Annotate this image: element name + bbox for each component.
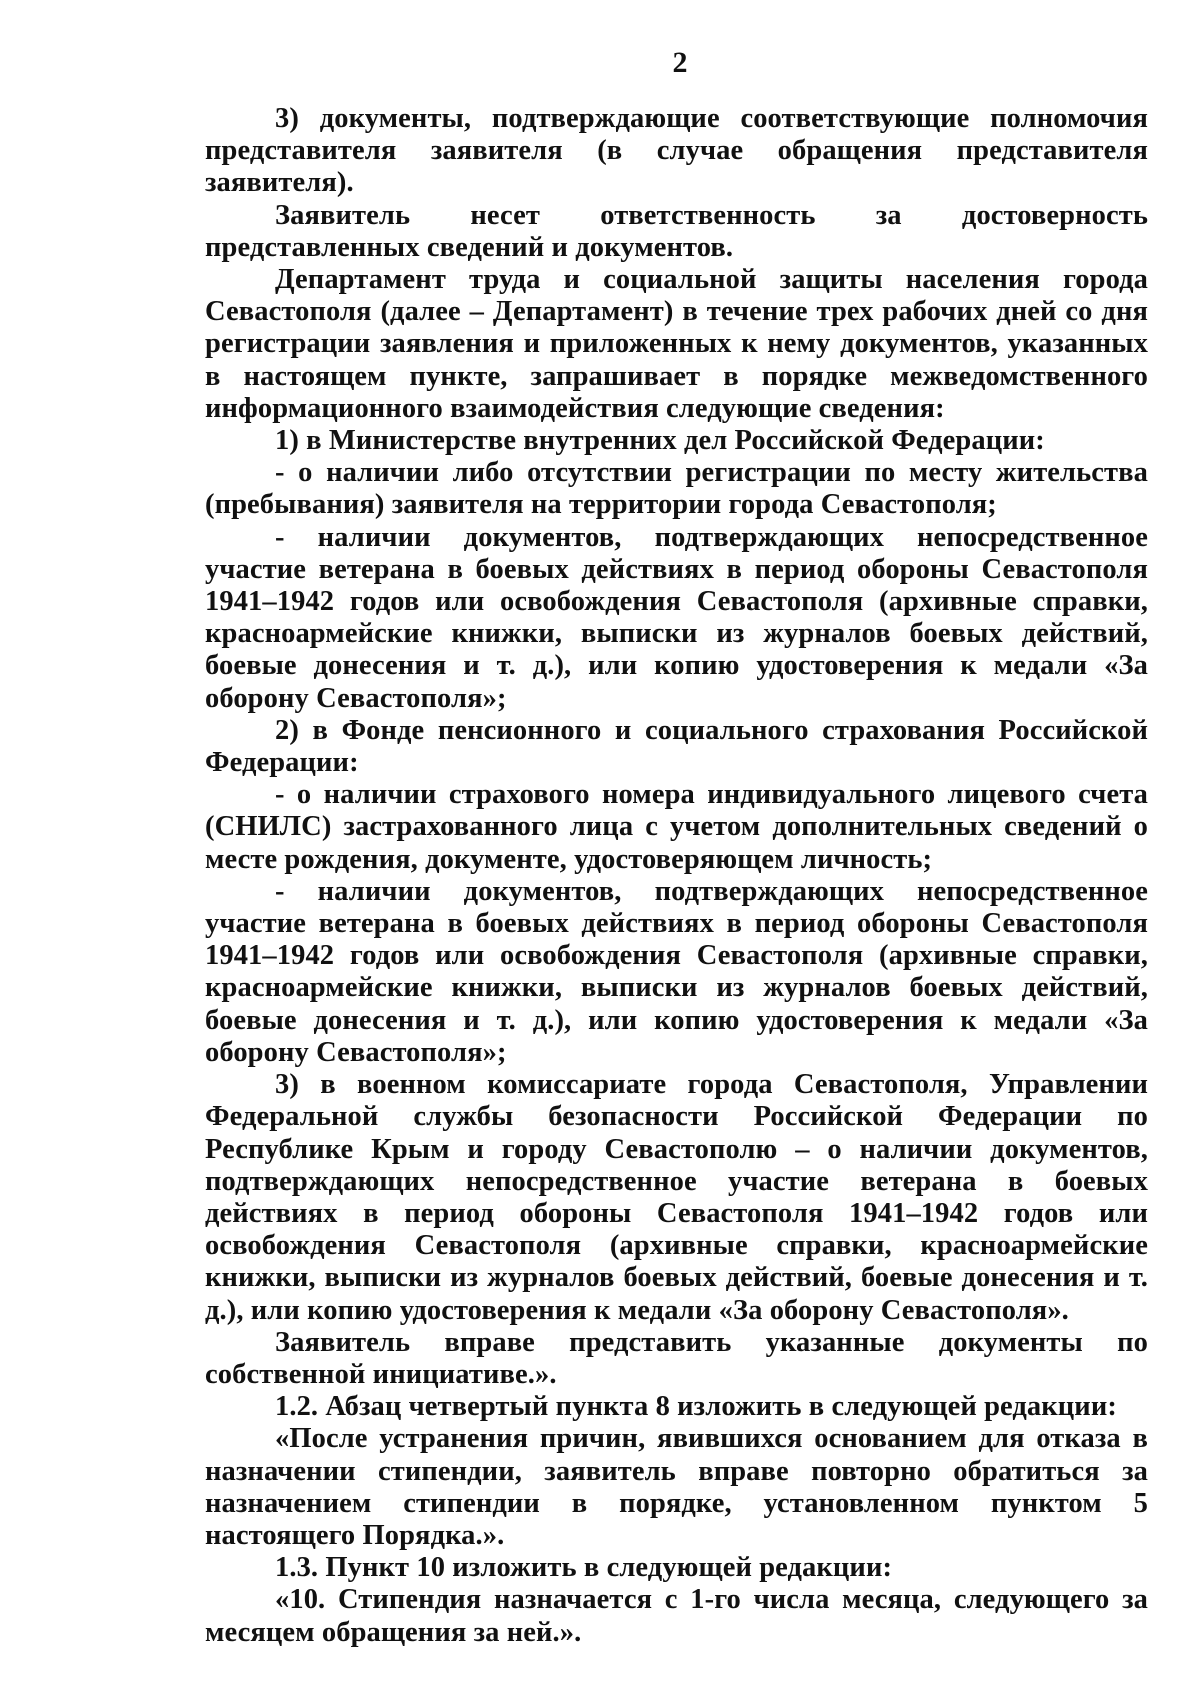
paragraph-military-commissariat: 3) в военном комиссариате города Севастополя, Управлении Федеральной службы безопасности Российской Федерации по Республике Крым и городу Севастополю – о наличии документов, подтверждающих непосредственное участие ветерана в боевых действиях в период обороны Севастополя 1941–1942 годов или освобождения Севастополя (архивные справки, красноармейские книжки, выписки из журналов боевых действий, боевые донесения и т. д.), или копию удостоверения к медали «За оборону Севастополя».: [205, 1069, 1148, 1326]
paragraph-own-initiative: Заявитель вправе представить указанные документы по собственной инициативе.».: [205, 1326, 1148, 1390]
paragraph-combat-documents-mvd: - наличии документов, подтверждающих непосредственное участие ветерана в боевых действиях в период обороны Севастополя 1941–1942 годов или освобождения Севастополя (архивные справки, красноармейские книжки, выписки из журналов боевых действий, боевые донесения и т. д.), или копию удостоверения к медали «За оборону Севастополя»;: [205, 521, 1148, 714]
paragraph-representative-documents: 3) документы, подтверждающие соответствующие полномочия представителя заявителя (в случае обращения представителя заявителя).: [205, 103, 1148, 199]
paragraph-snils-check: - о наличии страхового номера индивидуального лицевого счета (СНИЛС) застрахованного лица с учетом дополнительных сведений о месте рождения, документе, удостоверяющем личность;: [205, 779, 1148, 875]
paragraph-ministry-internal-affairs: 1) в Министерстве внутренних дел Российской Федерации:: [275, 425, 1045, 457]
paragraph-registration-check: - о наличии либо отсутствии регистрации по месту жительства (пребывания) заявителя на территории города Севастополя;: [205, 457, 1148, 521]
paragraph-combat-documents-pension-fund: - наличии документов, подтверждающих непосредственное участие ветерана в боевых действиях в период обороны Севастополя 1941–1942 годов или освобождения Севастополя (архивные справки, красноармейские книжки, выписки из журналов боевых действий, боевые донесения и т. д.), или копию удостоверения к медали «За оборону Севастополя»;: [205, 875, 1148, 1068]
paragraph-amendment-1-2: 1.2. Абзац четвертый пункта 8 изложить в следующей редакции:: [275, 1391, 1117, 1423]
paragraph-reapplication: «После устранения причин, явившихся основанием для отказа в назначении стипендии, заявитель вправе повторно обратиться за назначением стипендии в порядке, установленном пунктом 5 настоящего Порядка.».: [205, 1423, 1148, 1551]
document-body: [205, 103, 1148, 1649]
paragraph-pension-fund: 2) в Фонде пенсионного и социального страхования Российской Федерации:: [205, 714, 1148, 779]
page-number: 2: [672, 46, 688, 79]
paragraph-stipend-start: «10. Стипендия назначается с 1-го числа месяца, следующего за месяцем обращения за ней.».: [205, 1584, 1148, 1648]
paragraph-department-requests: Департамент труда и социальной защиты населения города Севастополя (далее – Департамент) в течение трех рабочих дней со дня регистрации заявления и приложенных к нему документов, указанных в настоящем пункте, запрашивает в порядке межведомственного информационного взаимодействия следующие сведения:: [205, 264, 1148, 424]
paragraph-applicant-responsibility: Заявитель несет ответственность за достоверность представленных сведений и документов.: [205, 199, 1148, 263]
paragraph-amendment-1-3: 1.3. Пункт 10 изложить в следующей редакции:: [275, 1552, 893, 1584]
